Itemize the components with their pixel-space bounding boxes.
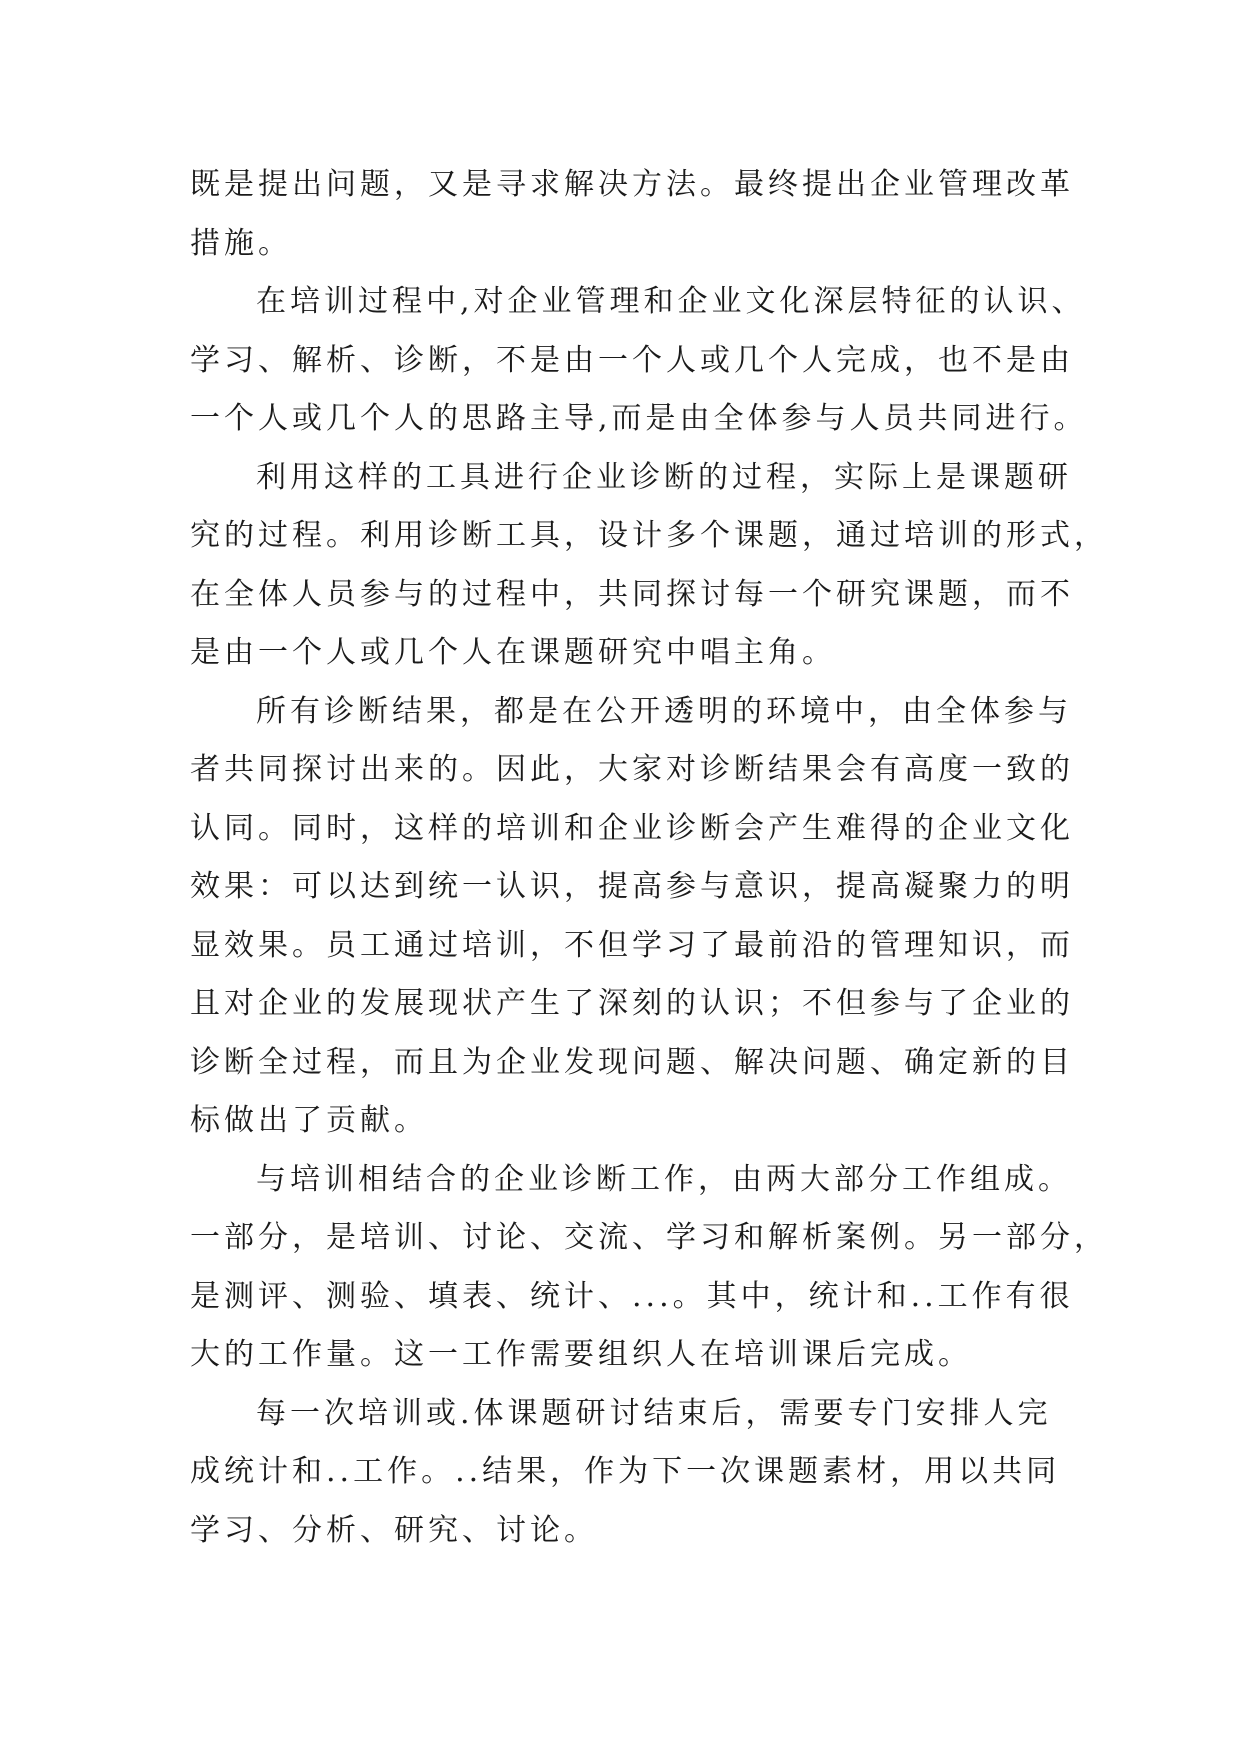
- text-line: 利用这样的工具进行企业诊断的过程，实际上是课题研: [256, 459, 1072, 495]
- text-line: 在全体人员参与的过程中，共同探讨每一个研究课题，而不: [190, 576, 1074, 612]
- paragraph-6: [190, 1385, 1070, 1561]
- text-line: 大的工作量。这一工作需要组织人在培训课后完成。: [190, 1337, 972, 1372]
- paragraph-4: [190, 683, 1074, 1151]
- text-line: 是由一个人或几个人在课题研究中唱主角。: [190, 635, 836, 670]
- paragraph-1: [190, 156, 1074, 273]
- text-line: 效果：可以达到统一认识，提高参与意识，提高凝聚力的明: [190, 869, 1074, 904]
- text-line: 与培训相结合的企业诊断工作，由两大部分工作组成。: [256, 1161, 1072, 1197]
- text-line: 是测评、测验、填表、统计、...。其中，统计和..工作有很: [190, 1278, 1074, 1314]
- text-line: 每一次培训或.体课题研讨结束后，需要专门安排人完: [256, 1395, 1052, 1431]
- body-text: [190, 156, 1108, 1560]
- text-line: 学习、解析、诊断，不是由一个人或几个人完成，也不是由: [190, 342, 1074, 378]
- text-line: 一个人或几个人的思路主导,而是由全体参与人员共同进行。: [190, 401, 1088, 436]
- paragraph-5: [190, 1151, 1108, 1385]
- text-line: 措施。: [190, 225, 292, 261]
- paragraph-2: [190, 273, 1088, 449]
- text-line: 成统计和..工作。..结果，作为下一次课题素材，用以共同: [190, 1454, 1061, 1489]
- text-line: 认同。同时，这样的培训和企业诊断会产生难得的企业文化: [190, 810, 1074, 846]
- text-line: 显效果。员工通过培训，不但学习了最前沿的管理知识，而: [190, 927, 1074, 963]
- text-line: 一部分，是培训、讨论、交流、学习和解析案例。另一部分，: [190, 1220, 1108, 1255]
- text-line: 诊断全过程，而且为企业发现问题、解决问题、确定新的目: [190, 1044, 1074, 1080]
- text-line: 学习、分析、研究、讨论。: [190, 1512, 598, 1548]
- paragraph-3: [190, 449, 1108, 683]
- text-line: 且对企业的发展现状产生了深刻的认识；不但参与了企业的: [190, 986, 1074, 1021]
- text-line: 既是提出问题，又是寻求解决方法。最终提出企业管理改革: [190, 167, 1074, 202]
- text-line: 者共同探讨出来的。因此，大家对诊断结果会有高度一致的: [190, 752, 1074, 787]
- text-line: 究的过程。利用诊断工具，设计多个课题，通过培训的形式，: [190, 518, 1108, 553]
- text-line: 标做出了贡献。: [190, 1103, 428, 1138]
- text-line: 所有诊断结果，都是在公开透明的环境中，由全体参与: [256, 693, 1072, 729]
- text-line: 在培训过程中,对企业管理和企业文化深层特征的认识、: [256, 284, 1086, 319]
